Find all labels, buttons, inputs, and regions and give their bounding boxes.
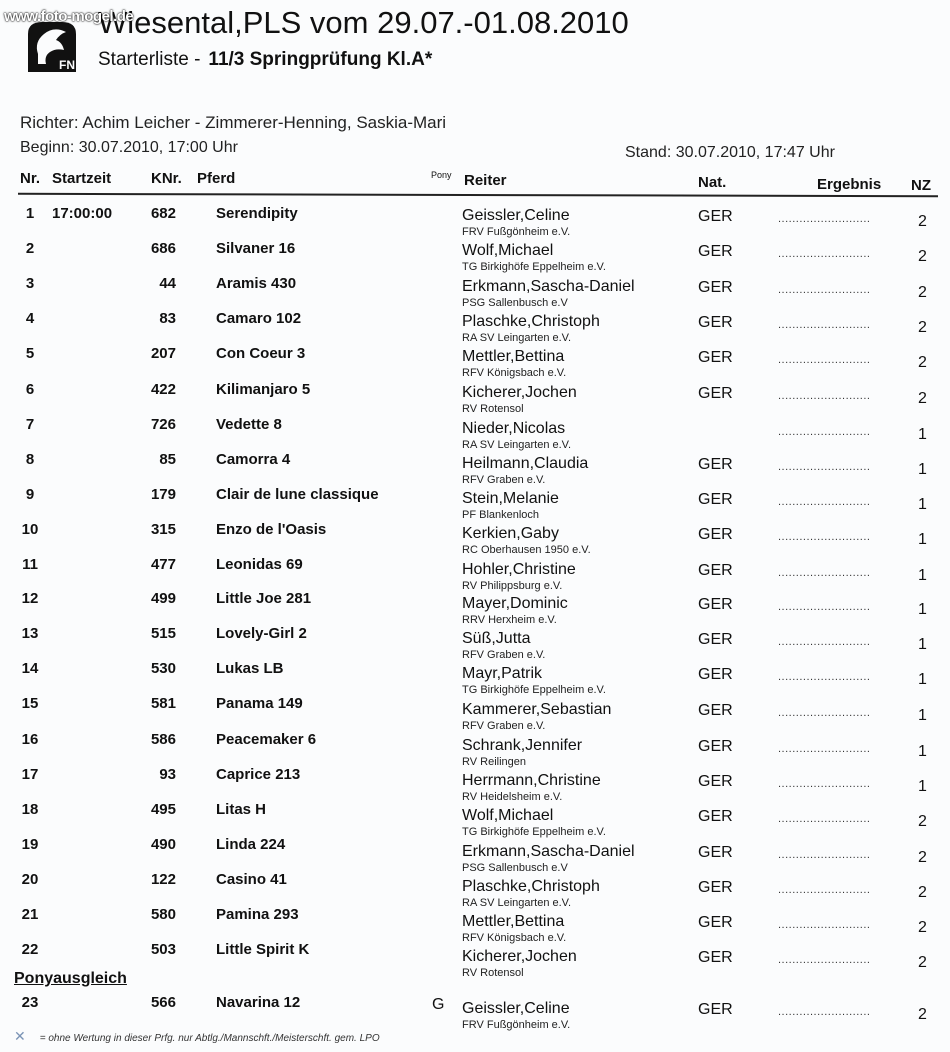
horse-name: Camorra 4: [216, 450, 291, 468]
result-field[interactable]: ..........................: [778, 883, 871, 896]
start-number: 3: [25, 275, 35, 293]
start-number: 21: [21, 906, 39, 923]
rider-name: Kerkien,Gaby: [462, 524, 559, 542]
start-number: 2: [25, 240, 35, 258]
start-number: 12: [21, 590, 39, 608]
club-name: TG Birkighöfe Eppelheim e.V.: [462, 261, 606, 274]
nationality: GER: [698, 737, 733, 755]
nationality: GER: [698, 596, 733, 614]
head-number: 490: [150, 835, 176, 853]
horse-name: Con Coeur 3: [216, 345, 306, 363]
fn-logo-icon: [26, 20, 78, 72]
table-row: [0, 416, 950, 451]
result-field[interactable]: ..........................: [778, 777, 871, 790]
club-name: RRV Herxheim e.V.: [462, 614, 557, 627]
club-name: RA SV Leingarten e.V.: [462, 438, 572, 451]
horse-name: Casino 41: [216, 870, 287, 888]
club-name: RFV Königsbach e.V.: [462, 367, 567, 380]
horse-name: Navarina 12: [216, 994, 301, 1011]
horse-name: Caprice 213: [216, 765, 301, 783]
head-number: 530: [150, 660, 176, 678]
col-nr: Nr.: [20, 170, 41, 187]
status-time: Stand: 30.07.2010, 17:47 Uhr: [625, 144, 835, 161]
club-name: PSG Sallenbusch e.V: [462, 297, 568, 310]
result-field[interactable]: ..........................: [778, 495, 871, 508]
result-field[interactable]: ..........................: [778, 848, 871, 861]
table-row: [0, 994, 950, 1029]
horse-name: Panama 149: [216, 695, 303, 713]
horse-name: Litas H: [216, 800, 267, 818]
col-result: Ergebnis: [817, 176, 882, 193]
rider-name: Nieder,Nicolas: [462, 419, 566, 437]
start-number: 17: [21, 765, 39, 783]
rider-name: Heilmann,Claudia: [462, 454, 589, 472]
table-row: [0, 521, 950, 556]
club-name: RA SV Leingarten e.V.: [462, 332, 572, 345]
club-name: RFV Graben e.V.: [462, 649, 546, 662]
start-number: 1: [25, 205, 35, 222]
club-name: RFV Königsbach e.V.: [462, 932, 567, 944]
nz-value: 1: [918, 567, 927, 584]
horse-name: Serendipity: [216, 205, 298, 222]
club-name: RV Rotensol: [462, 967, 524, 980]
table-row: [0, 240, 950, 275]
head-number: 495: [150, 800, 176, 818]
nationality: GER: [698, 455, 733, 473]
table-row: [0, 590, 950, 625]
nz-value: 1: [918, 636, 927, 654]
nationality: GER: [698, 279, 733, 297]
horse-name: Linda 224: [216, 835, 286, 853]
start-number: 8: [25, 450, 35, 468]
head-number: 499: [150, 590, 176, 608]
table-row: [0, 275, 950, 310]
head-number: 581: [150, 695, 176, 713]
horse-name: Leonidas 69: [216, 556, 303, 573]
club-name: RV Philippsburg e.V.: [462, 580, 563, 592]
rider-name: Mettler,Bettina: [462, 913, 565, 930]
table-row: [0, 310, 950, 345]
nationality: GER: [698, 772, 733, 790]
start-time: 17:00:00: [52, 205, 113, 222]
table-row: [0, 766, 950, 801]
nz-value: 1: [918, 495, 927, 513]
footnote: [14, 1028, 380, 1045]
start-number: 11: [22, 556, 38, 573]
horse-name: Clair de lune classique: [216, 485, 379, 503]
result-field[interactable]: ..........................: [778, 707, 871, 720]
horse-name: Lukas LB: [216, 660, 284, 678]
rider-name: Plaschke,Christoph: [462, 877, 600, 895]
start-number: 15: [21, 695, 39, 713]
table-row: [0, 906, 950, 944]
nz-value: 2: [918, 848, 927, 866]
nz-value: 1: [918, 671, 927, 689]
nationality: GER: [698, 384, 733, 402]
subtitle-prefix: Starterliste -: [98, 49, 201, 70]
result-field[interactable]: ..........................: [778, 742, 871, 755]
nationality: GER: [698, 914, 733, 931]
start-number: 10: [21, 520, 39, 538]
rider-name: Mayr,Patrik: [462, 665, 543, 683]
table-row: [0, 556, 950, 591]
head-number: 83: [159, 310, 176, 328]
nationality: GER: [698, 949, 733, 967]
head-number: 44: [159, 275, 176, 293]
nationality: GER: [698, 314, 733, 332]
table-row: [0, 381, 950, 416]
head-number: 477: [150, 556, 176, 573]
competition-name: 11/3 Springprüfung Kl.A*: [208, 49, 433, 70]
rider-name: Herrmann,Christine: [462, 771, 601, 789]
start-number: 16: [21, 730, 39, 748]
start-number: 22: [21, 941, 39, 959]
page-subtitle: [98, 49, 432, 71]
nz-value: 1: [918, 460, 927, 478]
nationality: GER: [698, 878, 733, 896]
table-row: [0, 486, 950, 521]
club-name: RA SV Leingarten e.V.: [462, 896, 572, 909]
nationality: GER: [698, 243, 733, 261]
col-knr: KNr.: [151, 170, 182, 187]
nz-value: 1: [918, 742, 927, 760]
head-number: 315: [150, 520, 176, 538]
head-number: 580: [150, 906, 176, 923]
result-field[interactable]: ..........................: [778, 284, 871, 297]
rider-name: Kammerer,Sebastian: [462, 701, 612, 719]
rider-name: Plaschke,Christoph: [462, 313, 600, 331]
nationality: GER: [698, 843, 733, 861]
result-field[interactable]: ..........................: [778, 460, 871, 473]
start-number: 4: [25, 310, 35, 328]
nz-value: 2: [918, 389, 927, 407]
rider-name: Erkmann,Sascha-Daniel: [462, 278, 635, 296]
watermark: www.foto-mogel.de: [4, 8, 134, 25]
nationality: GER: [698, 631, 733, 649]
result-field[interactable]: ..........................: [778, 919, 871, 931]
horse-name: Pamina 293: [216, 906, 299, 923]
nz-value: 2: [918, 248, 927, 266]
table-row: [0, 205, 950, 240]
nationality: GER: [698, 208, 733, 225]
table-row: [0, 660, 950, 695]
start-number: 14: [21, 660, 39, 678]
horse-name: Kilimanjaro 5: [216, 380, 311, 398]
nationality: GER: [698, 702, 733, 720]
start-number: 18: [21, 800, 39, 818]
table-row: [0, 731, 950, 766]
rider-name: Hohler,Christine: [462, 561, 576, 578]
rider-name: Wolf,Michael: [462, 806, 554, 824]
logo-text: FN: [59, 58, 75, 72]
rider-name: Wolf,Michael: [462, 242, 554, 260]
nz-value: 1: [918, 777, 927, 795]
horse-name: Enzo de l'Oasis: [216, 520, 327, 538]
page-title: Wiesental,PLS vom 29.07.-01.08.2010: [98, 5, 629, 40]
head-number: 85: [159, 450, 176, 468]
table-row: [0, 835, 950, 874]
col-nat: Nat.: [698, 174, 727, 191]
start-number: 23: [21, 994, 39, 1011]
start-number: 5: [25, 345, 35, 363]
head-number: 566: [150, 994, 176, 1011]
nationality: GER: [698, 562, 733, 579]
nationality: GER: [698, 807, 733, 825]
nz-value: 1: [918, 601, 927, 619]
col-horse: Pferd: [197, 170, 236, 187]
horse-name: Little Joe 281: [216, 590, 312, 608]
club-name: TG Birkighöfe Eppelheim e.V.: [462, 684, 606, 697]
result-field[interactable]: ..........................: [778, 671, 871, 684]
nz-value: 2: [918, 812, 927, 830]
horse-name: Peacemaker 6: [216, 730, 317, 748]
head-number: 586: [150, 730, 176, 748]
result-field[interactable]: ..........................: [778, 248, 871, 261]
pony-marker: G: [432, 996, 445, 1013]
col-pony: Pony: [431, 170, 452, 180]
table-row: [0, 801, 950, 836]
result-field[interactable]: ..........................: [778, 213, 871, 225]
footnote-text: = ohne Wertung in dieser Prfg. nur Abtlg./Mannschft./Meisterschft. gem. LPO: [39, 1033, 380, 1044]
result-field[interactable]: ..........................: [778, 389, 871, 402]
table-row: [0, 345, 950, 380]
nz-value: 2: [918, 919, 927, 936]
table-row: [0, 870, 950, 909]
nz-value: 2: [918, 354, 927, 372]
result-field[interactable]: ..........................: [778, 354, 871, 367]
result-field[interactable]: ..........................: [778, 567, 871, 579]
nz-value: 1: [918, 425, 927, 443]
result-field[interactable]: ..........................: [778, 954, 871, 967]
club-name: RC Oberhausen 1950 e.V.: [462, 543, 591, 556]
nationality: GER: [698, 1001, 733, 1018]
nz-value: 2: [918, 954, 927, 972]
club-name: FRV Fußgönheim e.V.: [462, 226, 571, 238]
horse-name: Silvaner 16: [216, 240, 296, 258]
nationality: GER: [698, 525, 733, 543]
result-field[interactable]: ..........................: [778, 636, 871, 649]
start-number: 9: [25, 485, 35, 503]
start-number: 13: [21, 625, 39, 643]
nz-value: 2: [918, 213, 927, 230]
result-field[interactable]: ..........................: [778, 812, 871, 825]
start-number: 7: [25, 415, 35, 433]
nz-value: 2: [918, 883, 927, 901]
rider-name: Geissler,Celine: [462, 207, 570, 224]
club-name: FRV Fußgönheim e.V.: [462, 1019, 571, 1031]
horse-name: Little Spirit K: [216, 941, 310, 959]
result-field[interactable]: ..........................: [778, 319, 871, 332]
rider-name: Mayer,Dominic: [462, 595, 568, 613]
rider-name: Kicherer,Jochen: [462, 948, 577, 966]
begin-time: Beginn: 30.07.2010, 17:00 Uhr: [20, 139, 238, 156]
horse-name: Vedette 8: [216, 415, 282, 433]
rider-name: Kicherer,Jochen: [462, 383, 577, 401]
club-name: RFV Graben e.V.: [462, 720, 546, 733]
nationality: GER: [698, 349, 733, 367]
table-row: [0, 695, 950, 733]
nz-value: 2: [918, 319, 927, 337]
club-name: RV Reilingen: [462, 755, 527, 768]
nz-value: 1: [918, 707, 927, 725]
horse-name: Lovely-Girl 2: [216, 625, 307, 643]
club-name: PSG Sallenbusch e.V: [462, 861, 568, 874]
start-number: 6: [25, 380, 35, 398]
nz-value: 2: [918, 1006, 927, 1023]
col-start: Startzeit: [52, 170, 112, 187]
col-rider: Reiter: [464, 172, 507, 189]
header-divider: [18, 193, 938, 197]
crossed-swords-icon: ✕: [14, 1028, 26, 1044]
horse-name: Aramis 430: [216, 275, 297, 293]
club-name: RFV Graben e.V.: [462, 473, 546, 486]
head-number: 503: [150, 941, 176, 959]
table-row: [0, 451, 950, 486]
col-nz: NZ: [911, 177, 931, 194]
head-number: 122: [150, 870, 176, 888]
club-name: RV Heidelsheim e.V.: [462, 790, 563, 803]
head-number: 422: [150, 380, 176, 398]
rider-name: Schrank,Jennifer: [462, 736, 583, 754]
nz-value: 2: [918, 284, 927, 302]
start-number: 20: [21, 870, 39, 888]
nz-value: 1: [918, 530, 927, 548]
club-name: TG Birkighöfe Eppelheim e.V.: [462, 825, 606, 838]
start-number: 19: [21, 835, 39, 853]
head-number: 686: [150, 240, 176, 258]
nationality: GER: [698, 666, 733, 684]
head-number: 93: [159, 765, 176, 783]
result-field[interactable]: ..........................: [778, 425, 871, 438]
result-field[interactable]: ..........................: [778, 1006, 871, 1018]
head-number: 726: [150, 415, 176, 433]
head-number: 682: [150, 205, 176, 222]
table-row: [0, 625, 950, 660]
head-number: 515: [150, 625, 176, 643]
head-number: 179: [150, 485, 176, 503]
rider-name: Stein,Melanie: [462, 489, 559, 507]
horse-name: Camaro 102: [216, 310, 302, 328]
section-ponyausgleich: Ponyausgleich: [14, 970, 127, 987]
result-field[interactable]: ..........................: [778, 530, 871, 543]
judges: Richter: Achim Leicher - Zimmerer-Henning, Saskia-Mari: [20, 113, 447, 132]
head-number: 207: [150, 345, 176, 363]
club-name: RV Rotensol: [462, 402, 524, 415]
rider-name: Mettler,Bettina: [462, 348, 565, 366]
rider-name: Erkmann,Sascha-Daniel: [462, 842, 635, 860]
result-field[interactable]: ..........................: [778, 601, 871, 614]
rider-name: Süß,Jutta: [462, 630, 531, 648]
rider-name: Geissler,Celine: [462, 1000, 570, 1017]
nationality: GER: [698, 490, 733, 508]
club-name: PF Blankenloch: [462, 508, 540, 521]
